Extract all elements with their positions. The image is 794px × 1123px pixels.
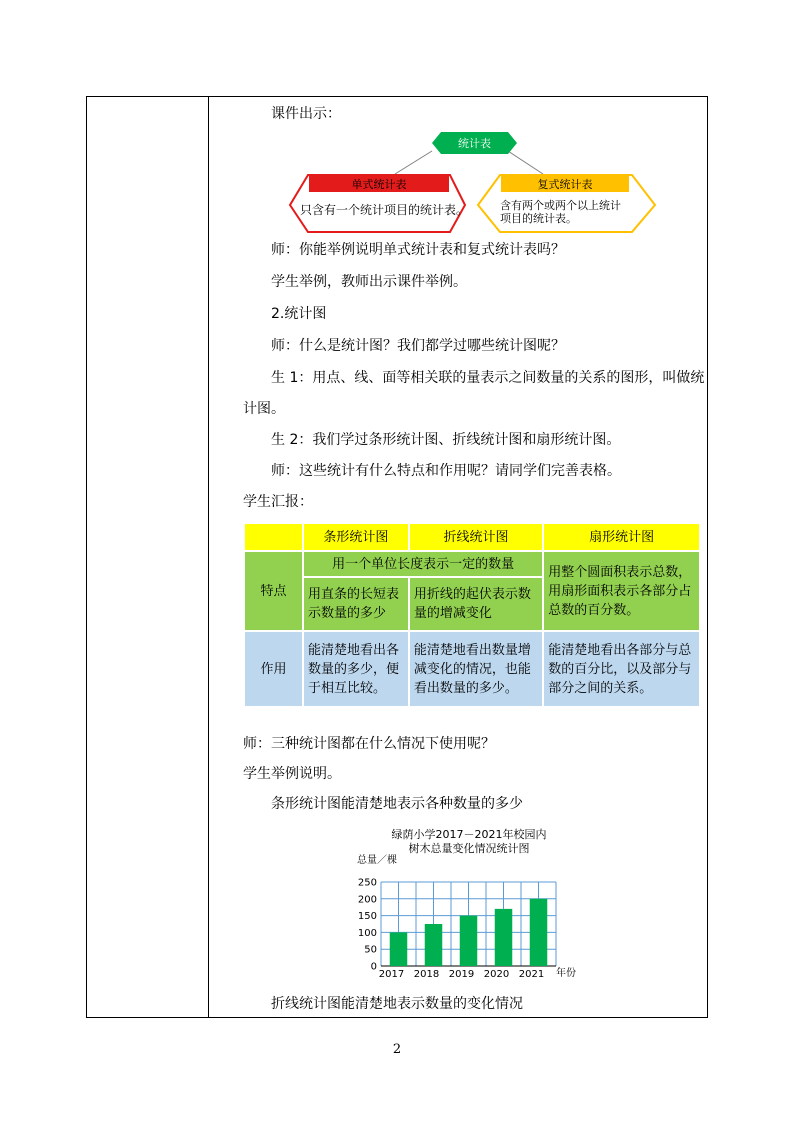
paragraph-7: 师：这些统计有什么特点和作用呢？请同学们完善表格。 (271, 463, 621, 479)
paragraph-4: 师：什么是统计图？我们都学过哪些统计图呢？ (271, 338, 565, 354)
x-axis-label: 年份 (556, 968, 576, 979)
usage-pie: 能清楚地看出各部分与总数的百分比，以及部分与部分之间的关系。 (544, 632, 699, 706)
root-label: 统计表 (458, 137, 491, 150)
chart-title-line1: 绿荫小学2017－2021年校园内 (391, 828, 547, 841)
y-tick-label: 250 (357, 877, 377, 889)
x-tick-label: 2021 (518, 969, 545, 980)
x-tick-label: 2017 (378, 969, 405, 980)
y-axis-label: 总量／棵 (357, 855, 397, 866)
paragraph-8: 学生汇报： (243, 494, 313, 510)
chart-title-line2: 树木总量变化情况统计图 (408, 842, 530, 855)
right-title: 复式统计表 (537, 178, 593, 191)
paragraph-10: 学生举例说明。 (243, 766, 341, 782)
page-number: 2 (392, 1042, 402, 1057)
chart-comparison-table (243, 522, 701, 708)
row-label-features: 特点 (245, 552, 302, 630)
features-bar: 用直条的长短表示数量的多少 (304, 578, 408, 630)
paragraph-12: 折线统计图能清楚地表示数量的变化情况 (271, 996, 523, 1012)
usage-line: 能清楚地看出数量增减变化的情况，也能看出数量的多少。 (410, 632, 542, 706)
paragraph-6: 生 2：我们学过条形统计图、折线统计图和扇形统计图。 (271, 432, 621, 448)
header-pie-chart: 扇形统计图 (544, 524, 699, 550)
right-desc-line1: 含有两个或两个以上统计 (500, 199, 621, 212)
x-tick-label: 2018 (413, 969, 440, 980)
x-tick-label: 2020 (483, 969, 510, 980)
y-tick-label: 100 (357, 927, 377, 939)
header-bar-chart: 条形统计图 (304, 524, 408, 550)
paragraph-1: 师：你能举例说明单式统计表和复式统计表吗？ (271, 242, 565, 258)
left-title: 单式统计表 (351, 178, 407, 191)
y-tick-label: 0 (370, 961, 377, 973)
right-desc-line2: 项目的统计表。 (500, 212, 577, 225)
features-pie: 用整个圆面积表示总数，用扇形面积表示各部分占总数的百分数。 (544, 552, 699, 630)
y-tick-label: 200 (357, 894, 377, 906)
paragraph-5b: 计图。 (243, 401, 285, 417)
left-desc: 只含有一个统计项目的统计表。 (300, 203, 469, 217)
usage-bar: 能清楚地看出各数量的多少，便于相互比较。 (304, 632, 408, 706)
paragraph-5a: 生 1：用点、线、面等相关联的量表示之间数量的关系的图形，叫做统 (271, 370, 705, 386)
features-shared: 用一个单位长度表示一定的数量 (304, 552, 542, 576)
section-heading: 2.统计图 (271, 306, 327, 322)
x-tick-label: 2019 (448, 969, 475, 980)
y-tick-label: 50 (364, 944, 377, 956)
intro-text: 课件出示： (271, 106, 341, 122)
features-line: 用折线的起伏表示数量的增减变化 (410, 578, 542, 630)
paragraph-11: 条形统计图能清楚地表示各种数量的多少 (271, 796, 523, 812)
y-tick-label: 150 (357, 911, 377, 923)
paragraph-2: 学生举例，教师出示课件举例。 (271, 274, 467, 290)
header-line-chart: 折线统计图 (410, 524, 542, 550)
row-label-usage: 作用 (245, 632, 302, 706)
paragraph-9: 师：三种统计图都在什么情况下使用呢？ (243, 736, 495, 752)
header-empty (245, 524, 302, 550)
